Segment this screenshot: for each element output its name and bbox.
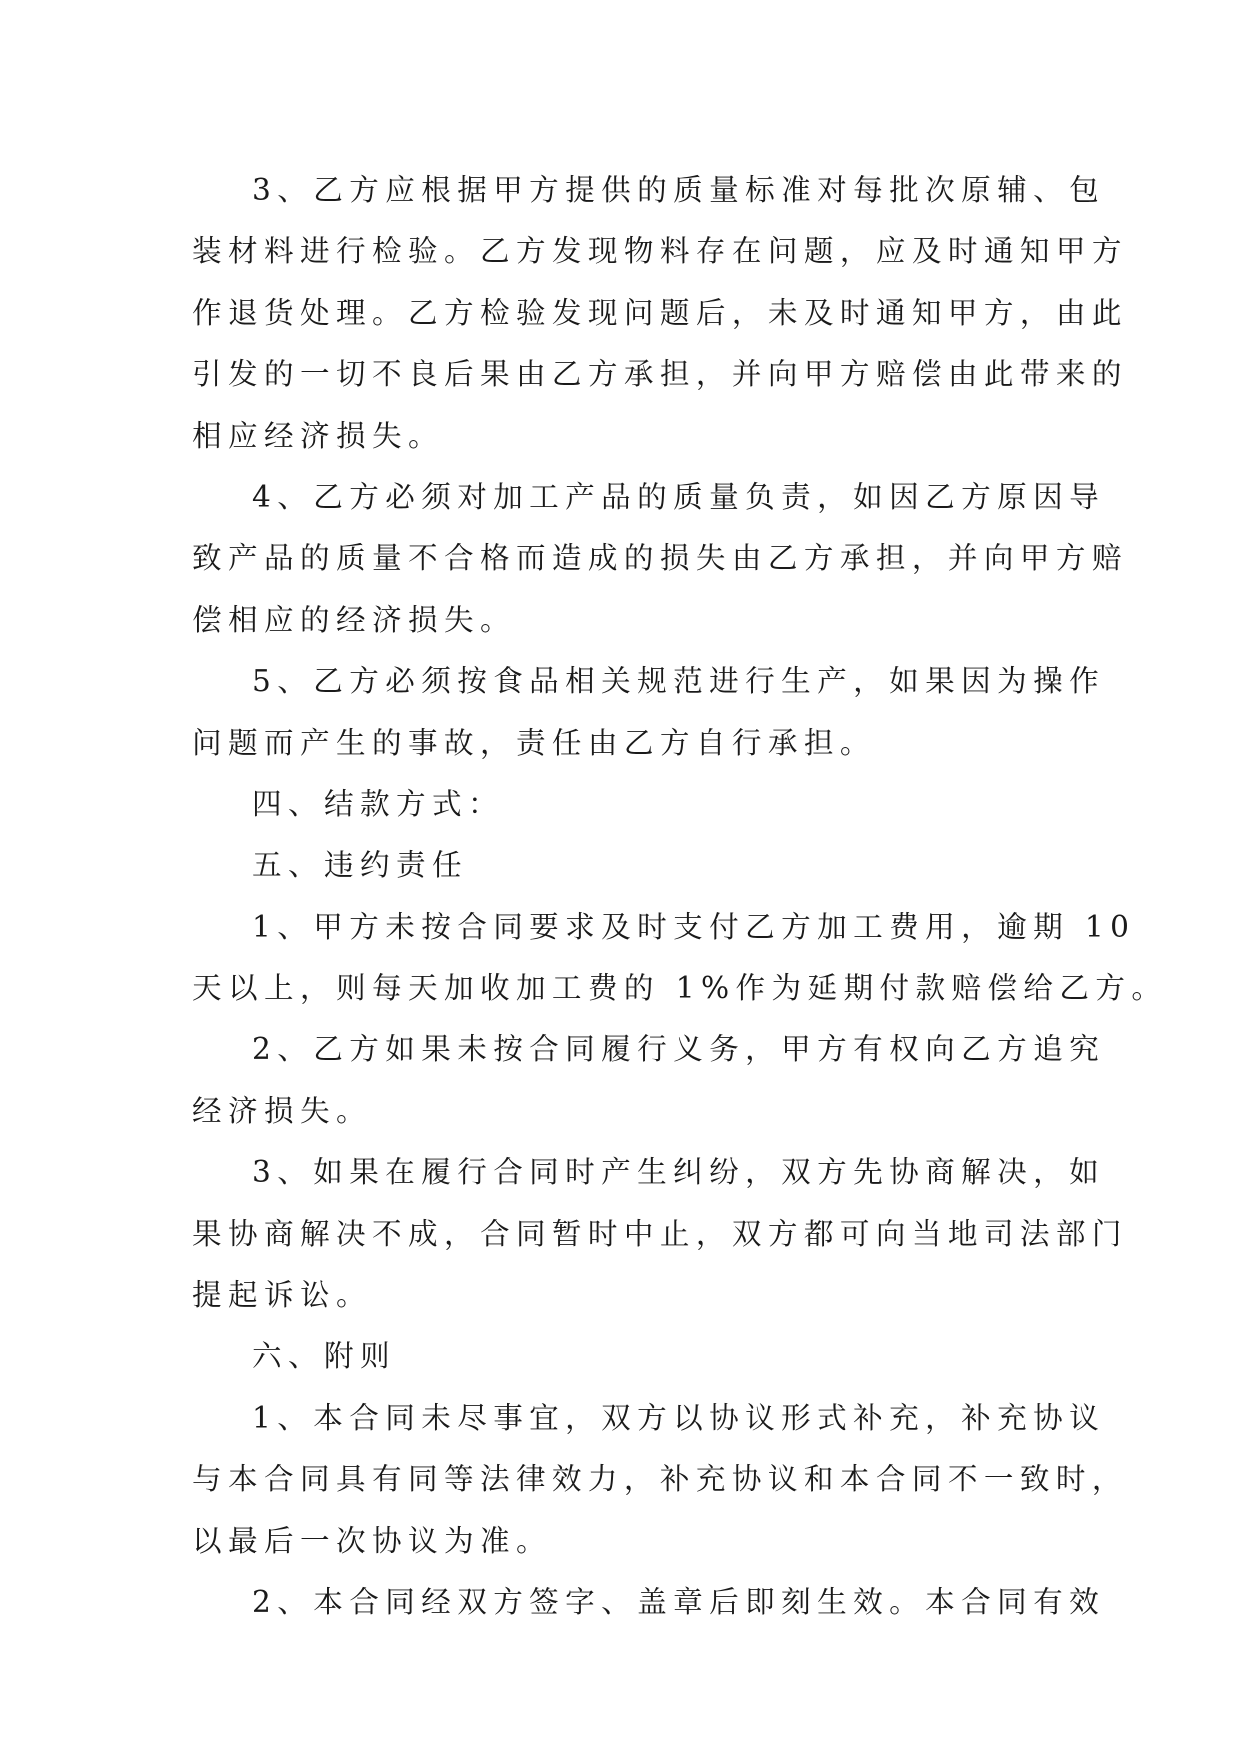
text-line: 果协商解决不成，合同暂时中止，双方都可向当地司法部门 <box>192 1216 1128 1251</box>
text-line: 经济损失。 <box>192 1093 372 1128</box>
text-line: 1、本合同未尽事宜，双方以协议形式补充，补充协议 <box>252 1400 1106 1435</box>
text-line: 提起诉讼。 <box>192 1278 372 1313</box>
section-heading: 四、结款方式： <box>252 786 504 821</box>
text-line: 偿相应的经济损失。 <box>192 602 516 637</box>
text-line: 5、乙方必须按食品相关规范进行生产，如果因为操作 <box>252 664 1106 699</box>
text-line: 装材料进行检验。乙方发现物料存在问题，应及时通知甲方 <box>192 234 1128 269</box>
text-line: 致产品的质量不合格而造成的损失由乙方承担，并向甲方赔 <box>192 541 1128 576</box>
text-line: 以最后一次协议为准。 <box>192 1523 552 1558</box>
text-line: 1、甲方未按合同要求及时支付乙方加工费用，逾期 10 <box>252 909 1136 944</box>
section-heading: 五、违约责任 <box>252 848 468 883</box>
document-body <box>192 160 1168 1633</box>
text-line: 3、如果在履行合同时产生纠纷，双方先协商解决，如 <box>252 1155 1106 1190</box>
text-line: 2、本合同经双方签字、盖章后即刻生效。本合同有效 <box>252 1584 1106 1619</box>
text-line: 天以上，则每天加收加工费的 1%作为延期付款赔偿给乙方。 <box>192 971 1168 1006</box>
text-line: 相应经济损失。 <box>192 418 444 453</box>
text-line: 与本合同具有同等法律效力，补充协议和本合同不一致时， <box>192 1462 1128 1497</box>
text-line: 3、乙方应根据甲方提供的质量标准对每批次原辅、包 <box>252 173 1106 207</box>
text-line: 引发的一切不良后果由乙方承担，并向甲方赔偿由此带来的 <box>192 357 1128 392</box>
text-line: 作退货处理。乙方检验发现问题后，未及时通知甲方，由此 <box>192 295 1128 330</box>
text-line: 问题而产生的事故，责任由乙方自行承担。 <box>192 725 876 760</box>
section-heading: 六、附则 <box>252 1339 396 1374</box>
text-line: 2、乙方如果未按合同履行义务，甲方有权向乙方追究 <box>252 1032 1106 1067</box>
text-line: 4、乙方必须对加工产品的质量负责，如因乙方原因导 <box>252 479 1106 514</box>
